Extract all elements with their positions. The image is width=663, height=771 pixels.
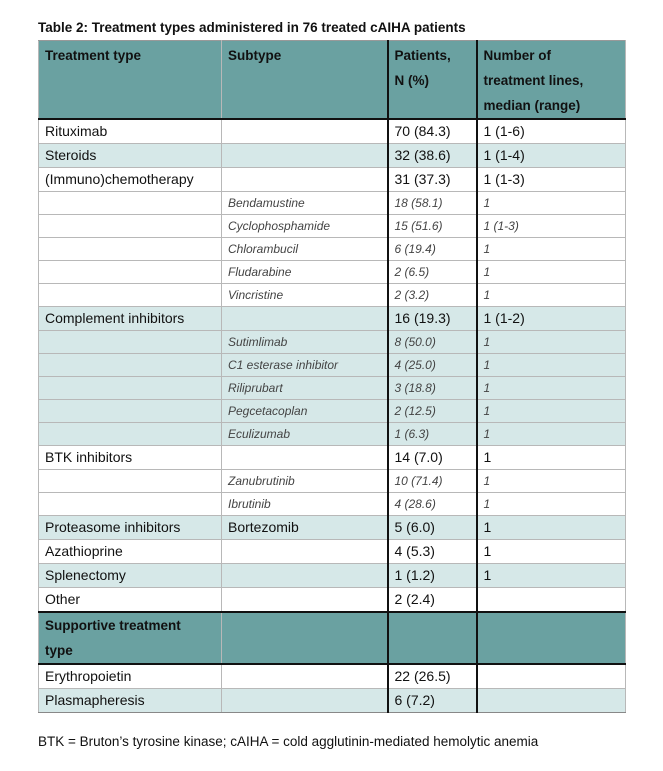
supportive-header-empty-cell bbox=[388, 612, 477, 664]
treatment-lines-cell: 1 bbox=[477, 192, 626, 215]
table-subrow bbox=[39, 192, 626, 215]
patients-cell: 6 (7.2) bbox=[388, 689, 477, 713]
subtype-cell: Bendamustine bbox=[222, 192, 388, 215]
supportive-row bbox=[39, 664, 626, 689]
subtype-cell bbox=[222, 540, 388, 564]
patients-cell: 2 (6.5) bbox=[388, 261, 477, 284]
subtype-cell: Pegcetacoplan bbox=[222, 400, 388, 423]
table-subrow bbox=[39, 331, 626, 354]
treatment-type-cell bbox=[39, 400, 222, 423]
table-subrow bbox=[39, 493, 626, 516]
table-subrow bbox=[39, 377, 626, 400]
patients-cell: 1 (6.3) bbox=[388, 423, 477, 446]
header-treatment-type: Treatment type bbox=[39, 41, 222, 120]
treatment-type-cell: Splenectomy bbox=[39, 564, 222, 588]
treatment-type-cell bbox=[39, 470, 222, 493]
table-row bbox=[39, 144, 626, 168]
treatment-lines-cell: 1 bbox=[477, 493, 626, 516]
subtype-cell: Vincristine bbox=[222, 284, 388, 307]
treatment-type-cell bbox=[39, 377, 222, 400]
treatment-type-cell bbox=[39, 238, 222, 261]
treatment-lines-cell: 1 bbox=[477, 423, 626, 446]
treatment-lines-cell: 1 bbox=[477, 516, 626, 540]
treatment-type-cell: BTK inhibitors bbox=[39, 446, 222, 470]
subtype-cell: Chlorambucil bbox=[222, 238, 388, 261]
treatment-type-cell bbox=[39, 192, 222, 215]
treatment-type-cell: Plasmapheresis bbox=[39, 689, 222, 713]
header-lines-line2: treatment lines, bbox=[483, 73, 584, 88]
patients-cell: 2 (3.2) bbox=[388, 284, 477, 307]
header-patients-line2: N (%) bbox=[394, 73, 429, 88]
treatment-type-cell bbox=[39, 423, 222, 446]
subtype-cell bbox=[222, 144, 388, 168]
treatment-type-cell bbox=[39, 493, 222, 516]
table-row bbox=[39, 588, 626, 613]
table-subrow bbox=[39, 238, 626, 261]
table-row bbox=[39, 307, 626, 331]
treatment-type-cell bbox=[39, 331, 222, 354]
patients-cell: 22 (26.5) bbox=[388, 664, 477, 689]
treatment-lines-cell: 1 bbox=[477, 238, 626, 261]
treatment-lines-cell: 1 bbox=[477, 564, 626, 588]
table-header-row bbox=[39, 41, 626, 120]
patients-cell: 15 (51.6) bbox=[388, 215, 477, 238]
treatment-lines-cell: 1 bbox=[477, 446, 626, 470]
treatment-lines-cell: 1 (1-3) bbox=[477, 168, 626, 192]
treatment-type-cell bbox=[39, 261, 222, 284]
header-patients-line1: Patients, bbox=[394, 48, 451, 63]
treatment-lines-cell: 1 bbox=[477, 470, 626, 493]
treatment-lines-cell: 1 bbox=[477, 284, 626, 307]
treatment-type-cell: Proteasome inhibitors bbox=[39, 516, 222, 540]
treatment-lines-cell: 1 (1-6) bbox=[477, 119, 626, 144]
footnote: BTK = Bruton’s tyrosine kinase; cAIHA = cold agglutinin-mediated hemolytic anemia bbox=[38, 734, 539, 749]
patients-cell: 10 (71.4) bbox=[388, 470, 477, 493]
treatment-type-cell bbox=[39, 215, 222, 238]
treatment-lines-cell: 1 bbox=[477, 331, 626, 354]
treatment-lines-cell: 1 bbox=[477, 540, 626, 564]
treatment-type-cell: Erythropoietin bbox=[39, 664, 222, 689]
treatment-lines-cell bbox=[477, 588, 626, 613]
header-lines-line1: Number of bbox=[483, 48, 551, 63]
treatment-lines-cell bbox=[477, 664, 626, 689]
subtype-cell bbox=[222, 446, 388, 470]
patients-cell: 4 (28.6) bbox=[388, 493, 477, 516]
patients-cell: 1 (1.2) bbox=[388, 564, 477, 588]
patients-cell: 70 (84.3) bbox=[388, 119, 477, 144]
patients-cell: 4 (25.0) bbox=[388, 354, 477, 377]
table-body bbox=[39, 119, 626, 713]
treatment-lines-cell: 1 (1-3) bbox=[477, 215, 626, 238]
supportive-header-line2: type bbox=[45, 643, 73, 658]
supportive-header-cell bbox=[39, 612, 222, 664]
subtype-cell bbox=[222, 689, 388, 713]
table-row bbox=[39, 540, 626, 564]
header-lines-line3: median (range) bbox=[483, 98, 581, 113]
table-subrow bbox=[39, 354, 626, 377]
subtype-cell: Ibrutinib bbox=[222, 493, 388, 516]
table-row bbox=[39, 564, 626, 588]
treatment-type-cell bbox=[39, 284, 222, 307]
treatment-lines-cell: 1 bbox=[477, 400, 626, 423]
treatment-type-cell: Azathioprine bbox=[39, 540, 222, 564]
patients-cell: 2 (12.5) bbox=[388, 400, 477, 423]
subtype-cell: Fludarabine bbox=[222, 261, 388, 284]
subtype-cell bbox=[222, 588, 388, 613]
treatment-lines-cell: 1 (1-2) bbox=[477, 307, 626, 331]
subtype-cell bbox=[222, 307, 388, 331]
subtype-cell: Sutimlimab bbox=[222, 331, 388, 354]
subtype-cell: C1 esterase inhibitor bbox=[222, 354, 388, 377]
patients-cell: 16 (19.3) bbox=[388, 307, 477, 331]
supportive-row bbox=[39, 689, 626, 713]
header-treatment-lines bbox=[477, 41, 626, 120]
patients-cell: 8 (50.0) bbox=[388, 331, 477, 354]
subtype-cell: Riliprubart bbox=[222, 377, 388, 400]
table-subrow bbox=[39, 470, 626, 493]
supportive-header-empty-cell bbox=[222, 612, 388, 664]
treatment-lines-cell: 1 (1-4) bbox=[477, 144, 626, 168]
supportive-header-row bbox=[39, 612, 626, 664]
table-subrow bbox=[39, 261, 626, 284]
subtype-cell bbox=[222, 564, 388, 588]
treatment-lines-cell bbox=[477, 689, 626, 713]
table-subrow bbox=[39, 215, 626, 238]
patients-cell: 14 (7.0) bbox=[388, 446, 477, 470]
patients-cell: 31 (37.3) bbox=[388, 168, 477, 192]
table-row bbox=[39, 516, 626, 540]
patients-cell: 2 (2.4) bbox=[388, 588, 477, 613]
subtype-cell bbox=[222, 664, 388, 689]
treatment-type-cell bbox=[39, 354, 222, 377]
patients-cell: 4 (5.3) bbox=[388, 540, 477, 564]
patients-cell: 5 (6.0) bbox=[388, 516, 477, 540]
table-subrow bbox=[39, 423, 626, 446]
table-subrow bbox=[39, 400, 626, 423]
treatment-type-cell: Rituximab bbox=[39, 119, 222, 144]
table-row bbox=[39, 168, 626, 192]
supportive-header-line1: Supportive treatment bbox=[45, 618, 181, 633]
treatment-type-cell: (Immuno)chemotherapy bbox=[39, 168, 222, 192]
subtype-cell: Bortezomib bbox=[222, 516, 388, 540]
supportive-header-empty-cell bbox=[477, 612, 626, 664]
subtype-cell bbox=[222, 119, 388, 144]
treatment-type-cell: Complement inhibitors bbox=[39, 307, 222, 331]
header-subtype: Subtype bbox=[222, 41, 388, 120]
treatment-type-cell: Other bbox=[39, 588, 222, 613]
subtype-cell: Cyclophosphamide bbox=[222, 215, 388, 238]
treatment-lines-cell: 1 bbox=[477, 261, 626, 284]
patients-cell: 32 (38.6) bbox=[388, 144, 477, 168]
treatment-table bbox=[38, 40, 626, 713]
patients-cell: 6 (19.4) bbox=[388, 238, 477, 261]
subtype-cell: Zanubrutinib bbox=[222, 470, 388, 493]
subtype-cell bbox=[222, 168, 388, 192]
subtype-cell: Eculizumab bbox=[222, 423, 388, 446]
table-row bbox=[39, 119, 626, 144]
header-patients bbox=[388, 41, 477, 120]
treatment-type-cell: Steroids bbox=[39, 144, 222, 168]
table-title: Table 2: Treatment types administered in 76 treated cAIHA patients bbox=[38, 20, 466, 35]
table-row bbox=[39, 446, 626, 470]
treatment-lines-cell: 1 bbox=[477, 354, 626, 377]
treatment-lines-cell: 1 bbox=[477, 377, 626, 400]
table-subrow bbox=[39, 284, 626, 307]
patients-cell: 18 (58.1) bbox=[388, 192, 477, 215]
patients-cell: 3 (18.8) bbox=[388, 377, 477, 400]
